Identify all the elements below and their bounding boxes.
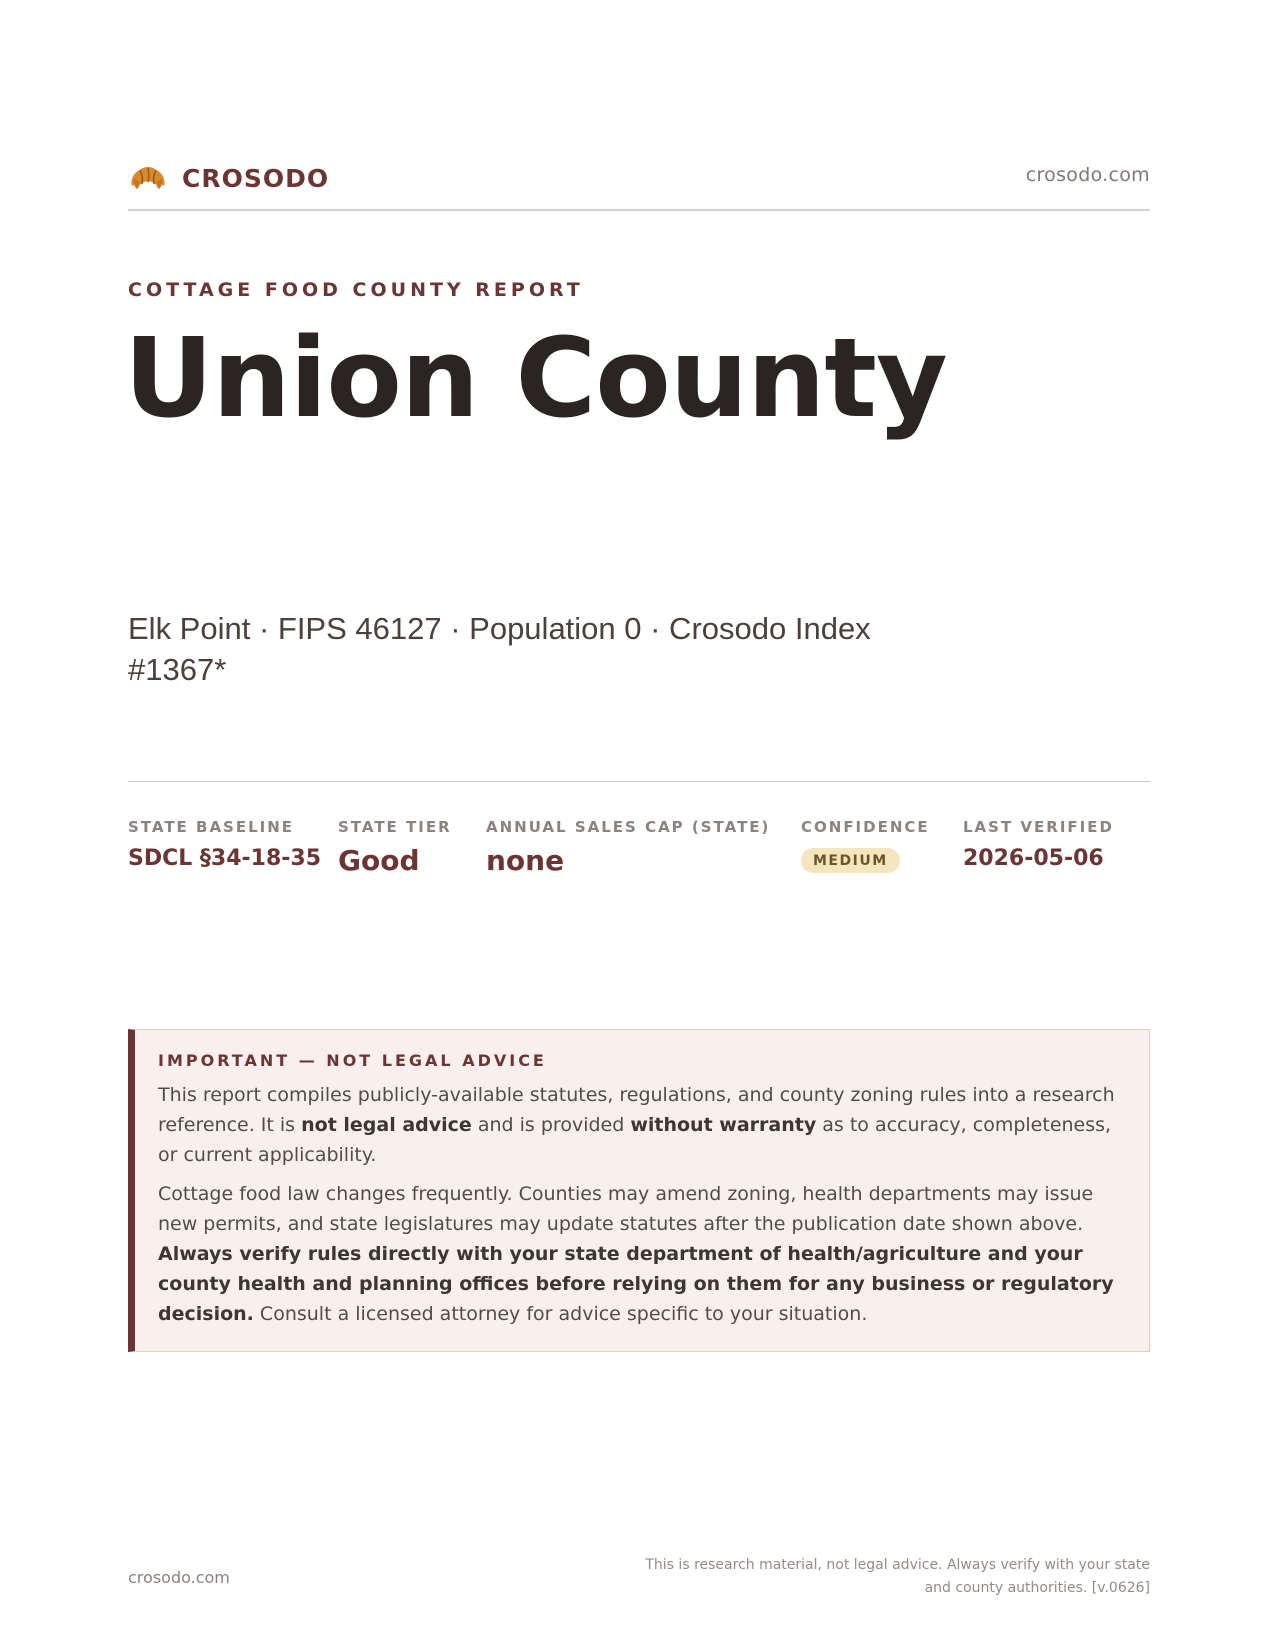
fact-state-baseline (128, 818, 321, 871)
notice-bold-text: not legal advice (301, 1114, 472, 1136)
fact-label: LAST VERIFIED (963, 818, 1114, 836)
fact-value: SDCL §34-18-35 (128, 846, 322, 871)
notice-bold-text: without warranty (630, 1114, 817, 1136)
fact-label: ANNUAL SALES CAP (STATE) (486, 818, 771, 836)
notice-text: as to accuracy, completeness, or current applicability. (158, 1114, 1112, 1166)
notice-text: Consult a licensed attorney for advice specific to your situation. (253, 1303, 868, 1325)
fact-last-verified (963, 818, 1114, 871)
report-page (124, 0, 1150, 1650)
fact-confidence (801, 818, 930, 873)
header-url-link[interactable]: crosodo.com (1025, 164, 1150, 186)
legal-notice (128, 1029, 1150, 1352)
brand[interactable] (128, 158, 329, 198)
report-eyebrow: COTTAGE FOOD COUNTY REPORT (128, 279, 584, 301)
notice-text: Cottage food law changes frequently. Counties may amend zoning, health departments may issue new permits, and state legislatures may update statutes after the publication date shown above. (158, 1183, 1094, 1235)
fact-value: 2026-05-06 (963, 846, 1104, 871)
fact-label: STATE BASELINE (128, 818, 295, 836)
fact-label: STATE TIER (338, 818, 452, 836)
notice-bold-text: Always verify rules directly with your state department of health/agriculture and your county health and planning offices before relying on them for any business or regulatory decision. (158, 1243, 1114, 1325)
footer-url-link[interactable]: crosodo.com (128, 1568, 230, 1587)
croissant-icon (128, 158, 168, 198)
footer-disclaimer-line: This is research material, not legal advice. Always verify with your state (645, 1557, 1150, 1573)
header-divider (128, 209, 1150, 211)
fact-state-tier (338, 818, 452, 877)
fact-sales-cap (486, 818, 770, 877)
fact-value: Good (338, 844, 420, 877)
brand-name: CROSODO (182, 163, 330, 193)
page-title: Union County (124, 314, 947, 442)
page-header (128, 158, 1150, 210)
footer-disclaimer (630, 1554, 1150, 1600)
notice-paragraph (158, 1179, 1125, 1329)
fact-value: none (486, 844, 565, 877)
notice-heading: IMPORTANT — NOT LEGAL ADVICE (158, 1051, 547, 1070)
footer-disclaimer-line: and county authorities. [v.0626] (924, 1580, 1150, 1596)
confidence-badge: MEDIUM (801, 848, 900, 873)
notice-text: This report compiles publicly-available statutes, regulations, and county zoning rules into a research reference. It is (158, 1084, 1115, 1136)
notice-paragraph (158, 1080, 1125, 1170)
section-divider (128, 781, 1150, 782)
report-subtitle: Elk Point · FIPS 46127 · Population 0 · Crosodo Index #1367* (128, 611, 871, 687)
facts-row (128, 818, 1150, 898)
notice-text: and is provided (471, 1114, 631, 1136)
fact-label: CONFIDENCE (801, 818, 930, 836)
